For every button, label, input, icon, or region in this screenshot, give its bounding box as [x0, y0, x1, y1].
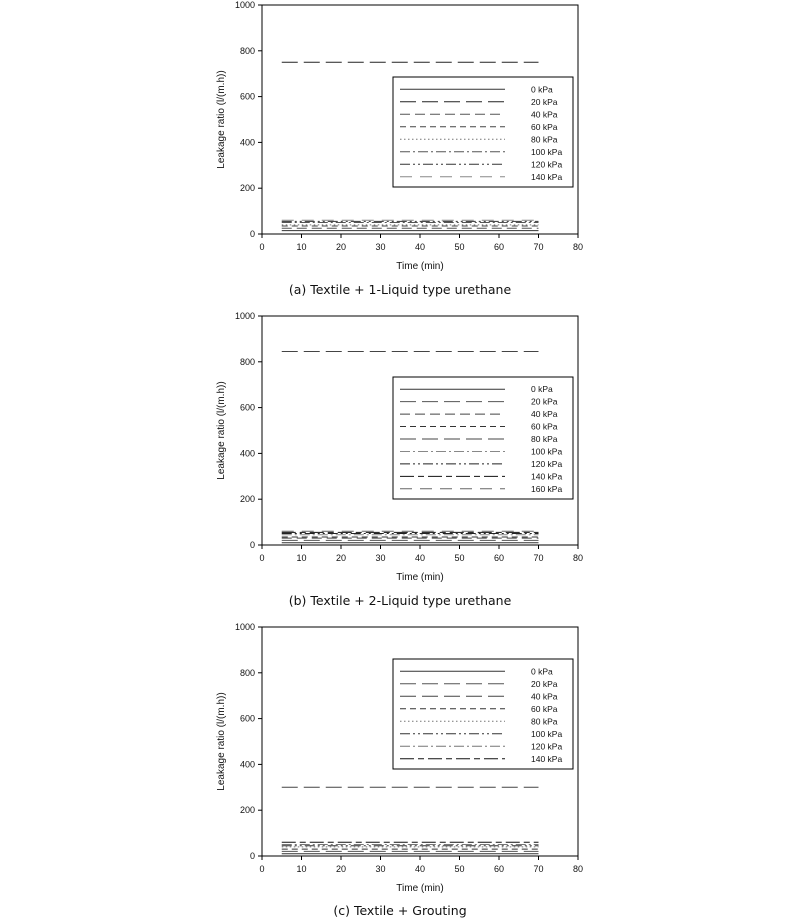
chart-panel-b — [0, 311, 800, 616]
y-tick-label: 0 — [249, 851, 255, 861]
legend-label: 100 kPa — [531, 446, 563, 457]
legend-label: 120 kPa — [531, 159, 563, 170]
x-tick-label: 0 — [259, 553, 265, 563]
y-tick-label: 800 — [239, 667, 255, 678]
legend-label: 120 kPa — [531, 741, 563, 752]
x-tick-label: 60 — [493, 553, 505, 563]
legend-label: 60 kPa — [531, 121, 558, 132]
x-tick-label: 70 — [533, 242, 544, 252]
x-axis-label: Time (min) — [396, 572, 444, 583]
chart-a — [0, 0, 800, 290]
y-tick-label: 1000 — [234, 0, 255, 10]
y-axis-label: Leakage ratio (l/(m.h)) — [216, 70, 227, 169]
legend-label: 40 kPa — [531, 109, 558, 120]
x-tick-label: 30 — [375, 553, 386, 563]
x-tick-label: 10 — [296, 864, 307, 874]
chart-b — [0, 311, 800, 601]
legend-label: 0 kPa — [531, 666, 553, 677]
y-tick-label: 1000 — [234, 311, 255, 321]
legend-label: 20 kPa — [531, 396, 558, 407]
x-tick-label: 60 — [493, 242, 505, 252]
x-tick-label: 70 — [533, 553, 544, 563]
legend-label: 100 kPa — [531, 728, 563, 739]
x-tick-label: 70 — [533, 864, 544, 874]
x-tick-label: 20 — [335, 864, 347, 874]
x-axis-label: Time (min) — [396, 261, 444, 272]
y-tick-label: 200 — [239, 494, 255, 505]
y-tick-label: 400 — [239, 759, 255, 770]
x-tick-label: 60 — [493, 864, 505, 874]
y-tick-label: 200 — [239, 805, 255, 816]
y-tick-label: 0 — [249, 229, 255, 239]
y-tick-label: 600 — [239, 402, 255, 413]
x-tick-label: 40 — [414, 864, 426, 874]
chart-caption: (b) Textile + 2-Liquid type urethane — [288, 593, 512, 608]
x-tick-label: 0 — [259, 242, 265, 252]
x-tick-label: 80 — [572, 553, 584, 563]
x-tick-label: 30 — [375, 864, 386, 874]
chart-c — [0, 622, 800, 912]
legend-label: 140 kPa — [531, 753, 563, 764]
legend-label: 40 kPa — [531, 409, 558, 420]
x-axis-label: Time (min) — [396, 883, 444, 894]
y-tick-label: 1000 — [234, 622, 255, 632]
y-tick-label: 600 — [239, 91, 255, 102]
x-tick-label: 0 — [259, 864, 265, 874]
chart-caption: (a) Textile + 1-Liquid type urethane — [288, 282, 512, 297]
x-tick-label: 10 — [296, 242, 307, 252]
chart-panel-a — [0, 0, 800, 305]
legend-label: 100 kPa — [531, 146, 563, 157]
legend-label: 20 kPa — [531, 96, 558, 107]
legend-label: 140 kPa — [531, 471, 563, 482]
x-tick-label: 30 — [375, 242, 386, 252]
chart-panel-c — [0, 622, 800, 920]
y-tick-label: 200 — [239, 183, 255, 194]
x-tick-label: 40 — [414, 242, 426, 252]
legend-label: 0 kPa — [531, 384, 553, 395]
y-tick-label: 400 — [239, 137, 255, 148]
legend-label: 60 kPa — [531, 421, 558, 432]
legend-label: 80 kPa — [531, 434, 558, 444]
legend-label: 20 kPa — [531, 678, 558, 689]
x-tick-label: 10 — [296, 553, 307, 563]
x-tick-label: 50 — [454, 864, 465, 874]
x-tick-label: 20 — [335, 242, 347, 252]
x-tick-label: 50 — [454, 553, 465, 563]
legend-label: 80 kPa — [531, 134, 558, 145]
legend-label: 0 kPa — [531, 84, 553, 95]
y-axis-label: Leakage ratio (l/(m.h)) — [216, 692, 227, 791]
y-axis-label: Leakage ratio (l/(m.h)) — [216, 381, 227, 480]
y-tick-label: 800 — [239, 356, 255, 367]
y-tick-label: 800 — [239, 45, 255, 56]
legend-label: 160 kPa — [531, 483, 563, 494]
y-tick-label: 600 — [239, 713, 255, 724]
x-tick-label: 40 — [414, 553, 426, 563]
chart-caption: (c) Textile + Grouting — [333, 903, 467, 918]
legend-label: 140 kPa — [531, 171, 563, 182]
legend-label: 120 kPa — [531, 458, 563, 469]
legend-label: 40 kPa — [531, 691, 558, 702]
x-tick-label: 80 — [572, 864, 584, 874]
y-tick-label: 0 — [249, 540, 255, 550]
x-tick-label: 20 — [335, 553, 347, 563]
x-tick-label: 80 — [572, 242, 584, 252]
y-tick-label: 400 — [239, 448, 255, 459]
x-tick-label: 50 — [454, 242, 465, 252]
legend-label: 60 kPa — [531, 703, 558, 714]
legend-label: 80 kPa — [531, 716, 558, 727]
